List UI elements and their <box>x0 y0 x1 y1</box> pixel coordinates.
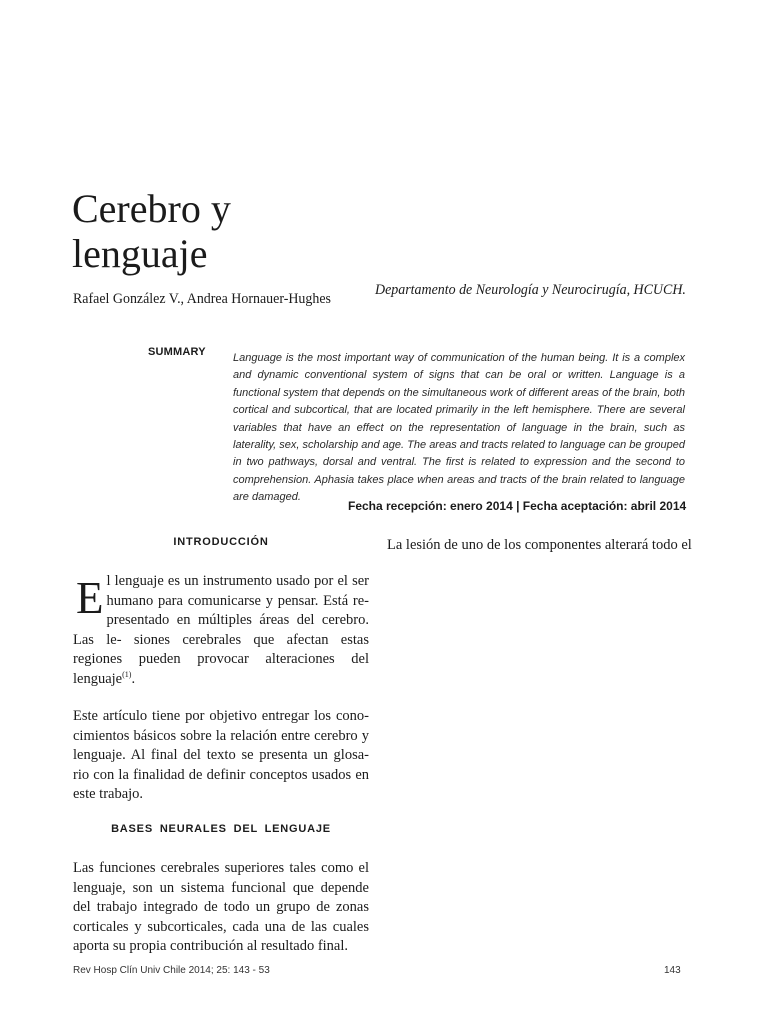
section-heading-bases-neurales: BASES NEURALES DEL LENGUAJE <box>111 823 331 835</box>
article-title: Cerebro y lenguaje <box>72 186 231 276</box>
citation-ref: (1) <box>122 670 132 680</box>
summary-abstract: Language is the most important way of communication of the human being. It is a complex and dynamic conventional system of signs that can be oral or written. Language is a functional system that depends on the simultaneous work of different areas of the brain, both cortical and subcortical, that are located primarily in the left hemisphere. There are several variables that have an effect on the representation of language in the brain, such as laterality, sex, scholarship and age. The areas and tracts related to language can be grouped in two pathways, dorsal and ventral. The first is related to expression and the second to comprehension. Aphasia takes place when areas and tracts of the brain related to language are damaged. <box>233 352 685 504</box>
intro-paragraph-1-end: . <box>131 670 136 687</box>
drop-cap: E <box>76 573 104 623</box>
intro-paragraph-1-text: l lenguaje es un instrumento usado por el ser humano para comunicarse y pensar. Está re- presentado en múltiples áreas del cerebro. Las le- siones cerebrales que afectan estas regiones pueden provocar alteraciones del lenguaje <box>73 573 369 687</box>
intro-paragraph-2: Este artículo tiene por objetivo entregar los cono- cimientos básicos sobre la relación entre cerebro y lenguaje. Al final del texto se presenta un glosa- rio con la finalidad de definir conceptos usados en este trabajo. <box>73 708 369 803</box>
affiliation: Departamento de Neurología y Neurocirugía, HCUCH. <box>375 282 686 298</box>
reception-dates: Fecha recepción: enero 2014 | Fecha aceptación: abril 2014 <box>348 499 687 513</box>
section-heading-introduccion: INTRODUCCIÓN <box>173 536 269 548</box>
footer-citation: Rev Hosp Clín Univ Chile 2014; 25: 143 - 53 <box>73 965 270 976</box>
summary-label: SUMMARY <box>148 346 206 358</box>
column-2-text: La lesión de uno de los componentes alterará todo el <box>387 537 692 553</box>
page-number: 143 <box>664 965 681 976</box>
author-list: Rafael González V., Andrea Hornauer-Hughes <box>73 291 331 307</box>
bases-paragraph-1: Las funciones cerebrales superiores tales como el lenguaje, son un sistema funcional que depende del trabajo integrado de todo un grupo de zonas corticales y subcorticales, cada una de las cuales aporta su propia contribución al resultado final. <box>73 860 369 955</box>
intro-paragraph-1 <box>73 572 369 690</box>
